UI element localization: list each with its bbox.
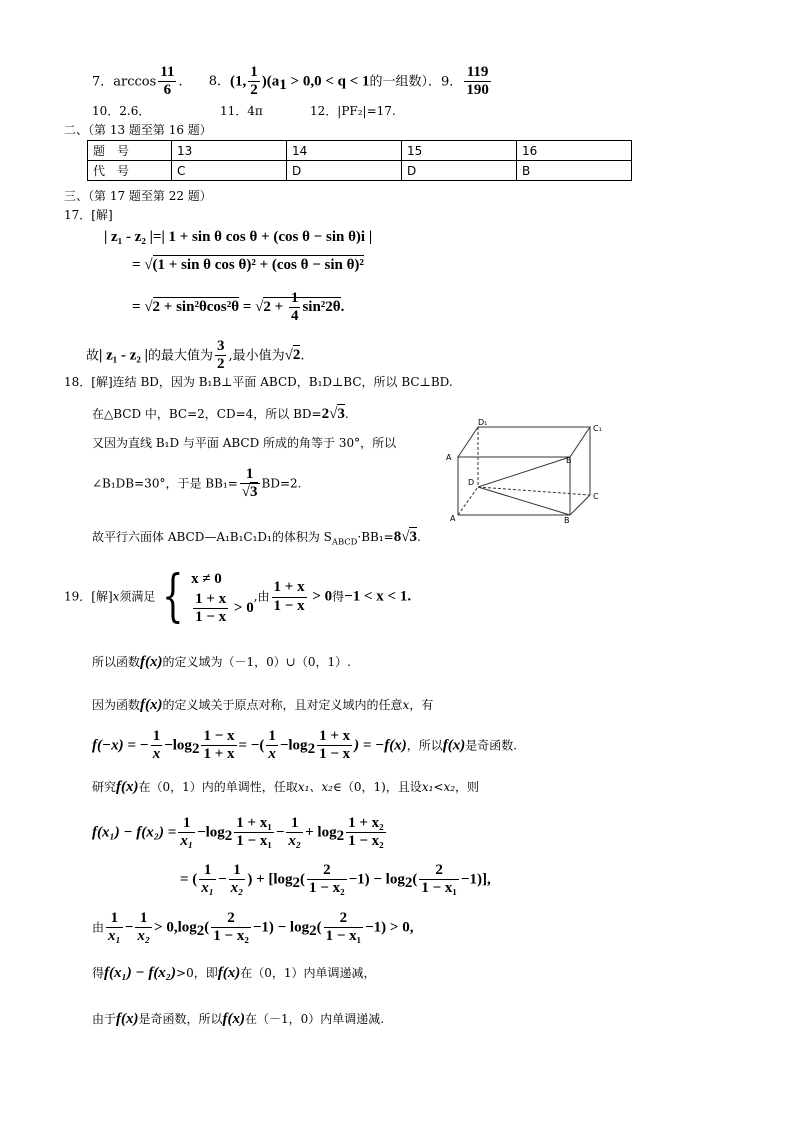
edge-A-D <box>458 487 478 515</box>
diag-D-B1 <box>478 457 570 487</box>
q17-line2: = √(1 + sin θ cos θ)² + (cos θ − sin θ)² <box>132 257 364 273</box>
q19-line1: 19．[解]x须满足 { x ≠ 0 $\frac{1 + x}{1 - x}$ > 0 ,由 $\frac{1 + x}{1 - x}$ > 0得−1 < x < 1. <box>64 563 412 629</box>
answer-table <box>87 140 632 181</box>
q18-line4: ∠B₁DB=30°，于是 BB₁= $\frac{1}{√3}$ BD=2. <box>92 466 302 501</box>
q18-line3: 又因为直线 B₁D 与平面 ABCD 所成的角等于 30°，所以 <box>92 436 397 450</box>
q17-line3: = √2 + sin²θcos²θ = √2 + $\frac{1}{4}$ sin²2θ. <box>132 290 345 325</box>
q18-line1: 18．[解]连结 BD，因为 B₁B⊥平面 ABCD，B₁D⊥BC，所以 BC⊥BD. <box>64 375 453 389</box>
section-3-heading: 三、（第 17 题至第 22 题） <box>64 189 212 203</box>
svg-text:C: C <box>593 492 599 501</box>
answer-11: 11．4π <box>220 104 263 118</box>
answer-12: 12．|PF₂|=17. <box>310 104 396 118</box>
table-row: 代 号 C D D B <box>88 161 632 181</box>
table-row: 题 号 13 14 15 16 <box>88 141 632 161</box>
q17-label: 17．[解] <box>64 208 113 222</box>
parallelepiped-figure <box>440 415 605 525</box>
q17-conclusion: 故| z₁ - z₂ |的最大值为 $\frac{3}{2}$ ,最小值为√2. <box>86 338 305 373</box>
q18-line2: 在△BCD 中，BC=2，CD=4，所以 BD=2√3. <box>92 406 349 422</box>
q19-line4: f(−x) = − $\frac{1}{x}$ $-\log_2$ $\frac{1 - x}{1 + x}$ = −( $\frac{1}{x}$ $-\log_2$ $\frac{1 + x}{1 - x}$ ) = −f(x)，所以f(x)是奇函数. <box>92 728 518 763</box>
q18-line5: 故平行六面体 ABCD—A₁B₁C₁D₁的体积为 $S_{ABCD}\cdot BB_1=8√3$. <box>92 529 421 547</box>
q19-line2: 所以函数f(x)的定义域为（－1，0）∪（0，1）. <box>92 654 351 670</box>
answers-7-9: 7．arccos $\frac{11}{6}$ . 8．(1, $\frac{1}{2}$ )($a_1 > 0,0 < q < 1$的一组数）．9． $\frac{119}{190}$ <box>92 64 489 99</box>
q19-line10: 由于f(x)是奇函数，所以f(x)在（－1，0）内单调递减. <box>92 1011 385 1027</box>
q19-line9: 得f(x₁) − f(x₂)>0，即f(x)在（0，1）内单调递减， <box>92 965 376 981</box>
q19-line3: 因为函数f(x)的定义域关于原点对称，且对定义域内的任意x，有 <box>92 697 434 713</box>
svg-text:B: B <box>566 456 572 465</box>
svg-text:B: B <box>564 516 570 525</box>
q17-line1: | z₁ - z₂ |=| 1 + sin θ cos θ + (cos θ − sin θ)i | <box>104 229 373 245</box>
q19-line8: 由 $\frac{1}{\text{x₁}}$ − $\frac{1}{\text{x₂}}$ > $0,\log_2$( $\frac{2}{\text{1 − x₂}}$ $-1) - \log_2$( $\frac{2}{\text{1 − x₁}}$ −1) > 0, <box>92 910 414 945</box>
q19-line5: 研究f(x)在（0，1）内的单调性，任取x₁、x₂∈（0，1)，且设x₁<x₂，则 <box>92 779 480 795</box>
svg-text:A: A <box>446 453 452 462</box>
edge-B-C <box>570 495 590 515</box>
svg-text:A: A <box>450 514 456 523</box>
svg-text:D₁: D₁ <box>478 418 488 427</box>
svg-text:D: D <box>468 478 475 487</box>
diag-D-B <box>478 487 570 515</box>
q19-line6: f(x₁) − f(x₂) = $\frac{1}{\text{x₁}}$ $-\log_2$ $\frac{\text{1 + x₁}}{\text{1 − x₁}}$ − $\frac{1}{\text{x₂}}$ + $\log_2$ $\frac{\text{1 + x₂}}{\text{1 − x₂}}$ <box>92 815 384 850</box>
edge-D-C <box>478 487 590 495</box>
answer-10: 10．2.6． <box>92 104 151 118</box>
svg-text:C₁: C₁ <box>593 424 602 433</box>
section-2-heading: 二、（第 13 题至第 16 题） <box>64 123 212 137</box>
q19-line7: = ( $\frac{1}{\text{x₁}}$ − $\frac{1}{\text{x₂}}$ ) + [$\log_2$( $\frac{2}{\text{1 − x₂}}$ $-1) - \log_2$( $\frac{2}{\text{1 − x₁}}$ −1)], <box>180 862 491 897</box>
